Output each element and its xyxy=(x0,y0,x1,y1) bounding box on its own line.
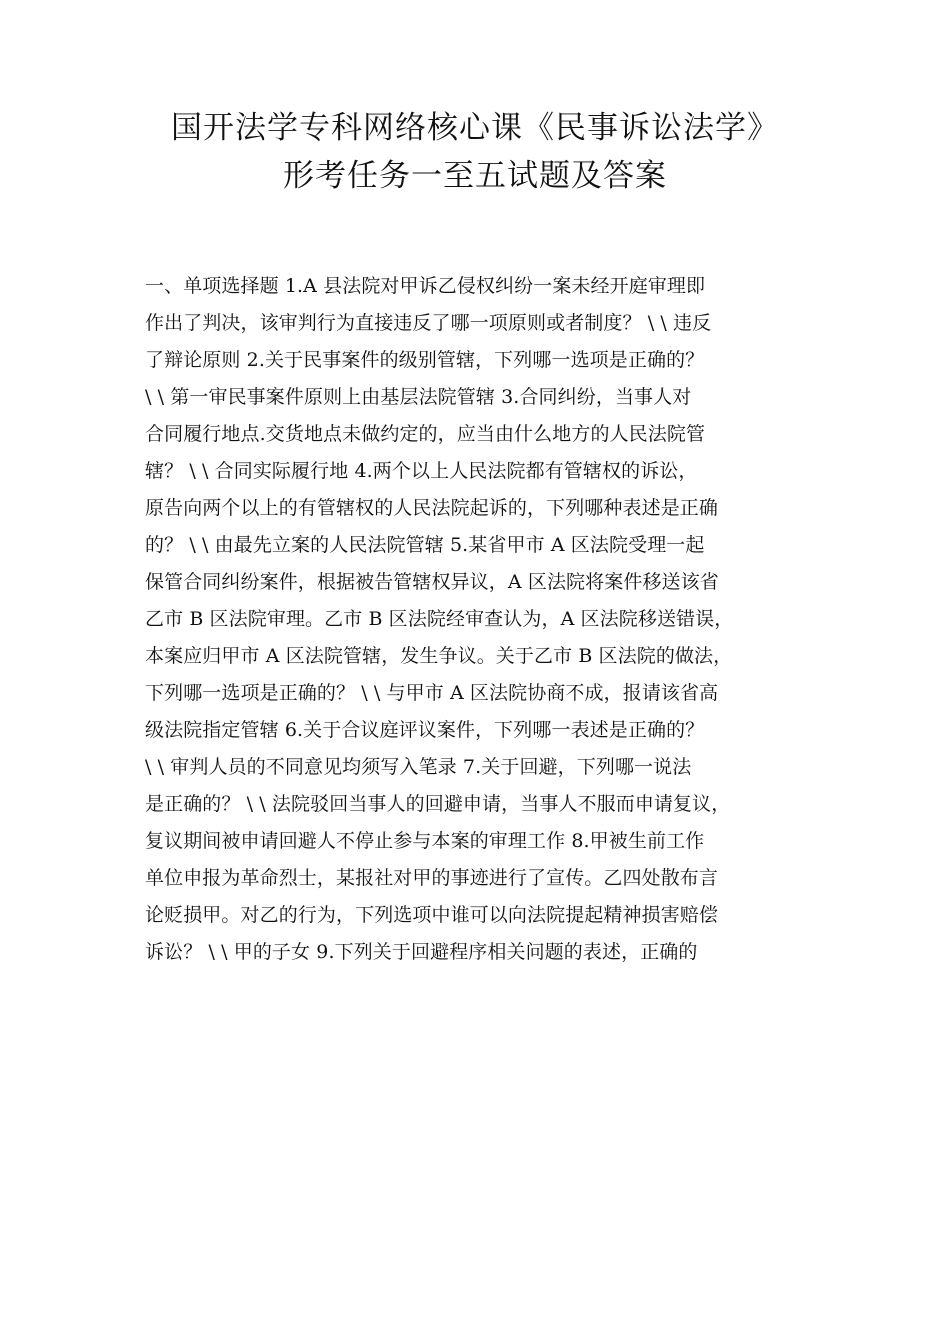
body-line: 了辩论原则 2.关于民事案件的级别管辖，下列哪一选项是正确的？ xyxy=(145,349,705,371)
title-line-1: 国开法学专科网络核心课《民事诉讼法学》 xyxy=(171,110,779,146)
body-line: 的？ \ \ 由最先立案的人民法院管辖 5.某省甲市 A 区法院受理一起 xyxy=(145,534,705,556)
body-line: 乙市 B 区法院审理。乙市 B 区法院经审查认为，A 区法院移送错误， xyxy=(145,608,734,630)
body-line: 论贬损甲。对乙的行为，下列选项中谁可以向法院提起精神损害赔偿 xyxy=(145,904,719,926)
document-body xyxy=(145,268,825,971)
body-line: 复议期间被申请回避人不停止参与本案的审理工作 8.甲被生前工作 xyxy=(145,830,705,852)
body-line: 单位申报为革命烈士，某报社对甲的事迹进行了宣传。乙四处散布言 xyxy=(145,867,719,889)
body-line: 作出了判决，该审判行为直接违反了哪一项原则或者制度？ \ \ 违反 xyxy=(145,312,712,334)
body-line: 一、单项选择题 1.A 县法院对甲诉乙侵权纠纷一案未经开庭审理即 xyxy=(145,275,706,297)
body-line: 辖？ \ \ 合同实际履行地 4.两个以上人民法院都有管辖权的诉讼， xyxy=(145,460,698,482)
body-line: \ \ 审判人员的不同意见均须写入笔录 7.关于回避，下列哪一说法 xyxy=(145,756,692,778)
title-line-2: 形考任务一至五试题及答案 xyxy=(283,158,667,194)
body-line: 原告向两个以上的有管辖权的人民法院起诉的，下列哪种表述是正确 xyxy=(145,497,719,519)
body-line: 本案应归甲市 A 区法院管辖，发生争议。关于乙市 B 区法院的做法， xyxy=(145,645,733,667)
body-line: 合同履行地点.交货地点未做约定的，应当由什么地方的人民法院管 xyxy=(145,423,706,445)
body-line: 保管合同纠纷案件，根据被告管辖权异议，A 区法院将案件移送该省 xyxy=(145,571,719,593)
body-line: 诉讼？ \ \ 甲的子女 9.下列关于回避程序相关问题的表述，正确的 xyxy=(145,941,698,963)
body-line: 是正确的？ \ \ 法院驳回当事人的回避申请，当事人不服而申请复议， xyxy=(145,793,731,815)
body-line: 级法院指定管辖 6.关于合议庭评议案件，下列哪一表述是正确的？ xyxy=(145,719,705,741)
document-title xyxy=(110,104,840,200)
body-line: \ \ 第一审民事案件原则上由基层法院管辖 3.合同纠纷，当事人对 xyxy=(145,386,692,408)
body-line: 下列哪一选项是正确的？ \ \ 与甲市 A 区法院协商不成，报请该省高 xyxy=(145,682,719,704)
